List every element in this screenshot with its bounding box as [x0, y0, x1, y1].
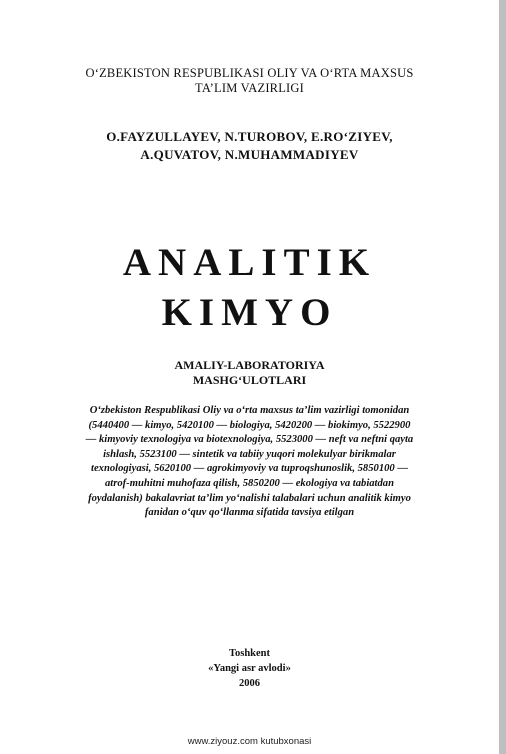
book-subtitle-line-1: AMALIY-LABORATORIYA [174, 358, 325, 372]
page-edge-margin [499, 0, 506, 754]
book-subtitle-line-2: MASHG‘ULOTLARI [192, 373, 307, 387]
publisher-name: «Yangi asr avlodi» [208, 663, 291, 674]
publisher-info [0, 646, 499, 691]
book-subtitle [0, 358, 499, 388]
recommendation-line: — kimyoviy texnologiya va biotexnologiya, 5523000 — neft va neftni qayta [85, 434, 414, 446]
ministry-line-2: TA’LIM VAZIRLIGI [194, 81, 305, 95]
recommendation-line: fanidan o‘quv qo‘llanma sifatida tavsiya etilgan [144, 507, 355, 519]
recommendation-line: foydalanish) bakalavriat ta’lim yo‘nalishi talabalari uchun analitik kimyo [88, 492, 411, 504]
book-title [0, 238, 499, 338]
recommendation-line: texnologiyasi, 5620100 — agrokimyoviy va tuproqshunoslik, 5850100 — [91, 463, 408, 475]
publisher-city: Toshkent [228, 648, 271, 659]
authors [0, 128, 499, 164]
recommendation-line: ishlash, 5523100 — sintetik va tabiiy yuqori molekulyar birikmalar [103, 448, 396, 460]
book-title-line-2: KIMYO [161, 291, 338, 334]
ministry-line-1: O‘ZBEKISTON RESPUBLIKASI OLIY VA O‘RTA MAXSUS [85, 66, 414, 80]
recommendation-text [30, 404, 469, 521]
authors-line-2: A.QUVATOV, N.MUHAMMADIYEV [140, 147, 359, 162]
source-url: www.ziyouz.com kutubxonasi [187, 736, 312, 747]
publication-year: 2006 [239, 678, 260, 689]
recommendation-line: O‘zbekiston Respublikasi Oliy va o‘rta maxsus ta’lim vazirligi tomonidan [89, 405, 410, 416]
recommendation-line: atrof-muhitni muhofaza qilish, 5850200 — ekologiya va tabiatdan [104, 477, 394, 489]
authors-line-1: O.FAYZULLAYEV, N.TUROBOV, E.RO‘ZIYEV, [106, 129, 393, 144]
source-footer [0, 736, 499, 748]
recommendation-line: (5440400 — kimyo, 5420100 — biologiya, 5420200 — biokimyo, 5522900 [88, 419, 411, 431]
book-title-line-1: ANALITIK [122, 241, 377, 284]
ministry-heading [0, 66, 499, 96]
